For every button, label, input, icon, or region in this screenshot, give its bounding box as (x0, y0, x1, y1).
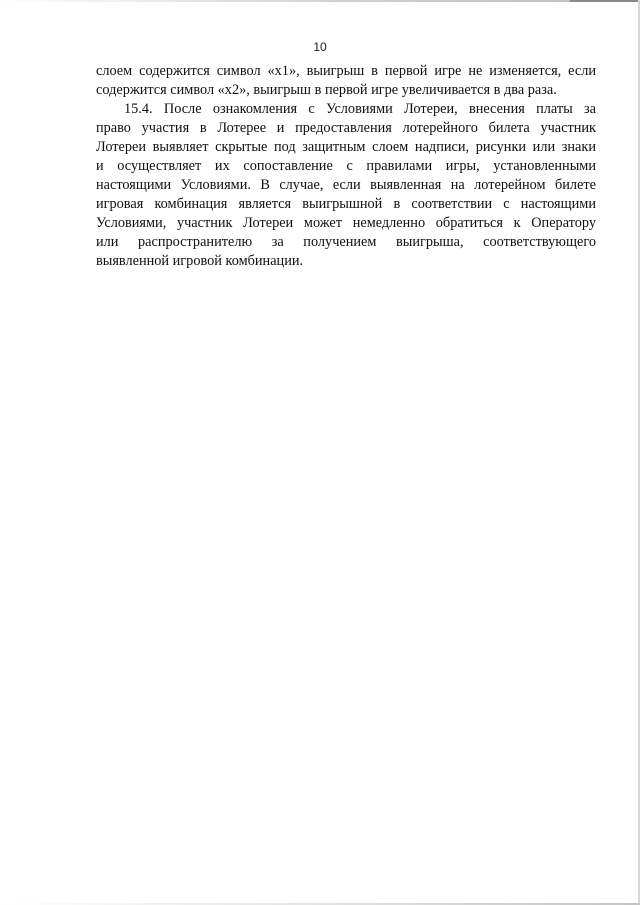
text-line: содержится символ «x2», выигрыш в первой игре увеличивается в два раза. (96, 82, 557, 98)
text-line: Условиями, участник Лотереи может немедленно обратиться к Оператору (96, 215, 596, 231)
text-line: право участия в Лотерее и предоставления лотерейного билета участник (96, 120, 596, 136)
text-line: слоем содержится символ «x1», выигрыш в первой игре не изменяется, если (96, 63, 596, 79)
text-line: выявленной игровой комбинации. (96, 253, 304, 269)
paragraph-continuation (96, 62, 596, 100)
page-number: 10 (313, 40, 327, 54)
text-line: игровая комбинация является выигрышной в соответствии с настоящими (96, 196, 596, 212)
document-body (96, 62, 596, 271)
scan-edge-top (0, 0, 640, 2)
text-line: Лотереи выявляет скрытые под защитным слоем надписи, рисунки или знаки (96, 139, 596, 155)
text-line: настоящими Условиями. В случае, если выявленная на лотерейном билете (96, 177, 596, 193)
scan-edge-top-shadow (570, 0, 640, 2)
text-line: и осуществляет их сопоставление с правилами игры, установленными (96, 158, 596, 174)
paragraph-15-4 (96, 100, 596, 271)
text-line: 15.4. После ознакомления с Условиями Лотереи, внесения платы за (124, 101, 596, 117)
text-line: или распространителю за получением выигрыша, соответствующего (96, 234, 596, 250)
